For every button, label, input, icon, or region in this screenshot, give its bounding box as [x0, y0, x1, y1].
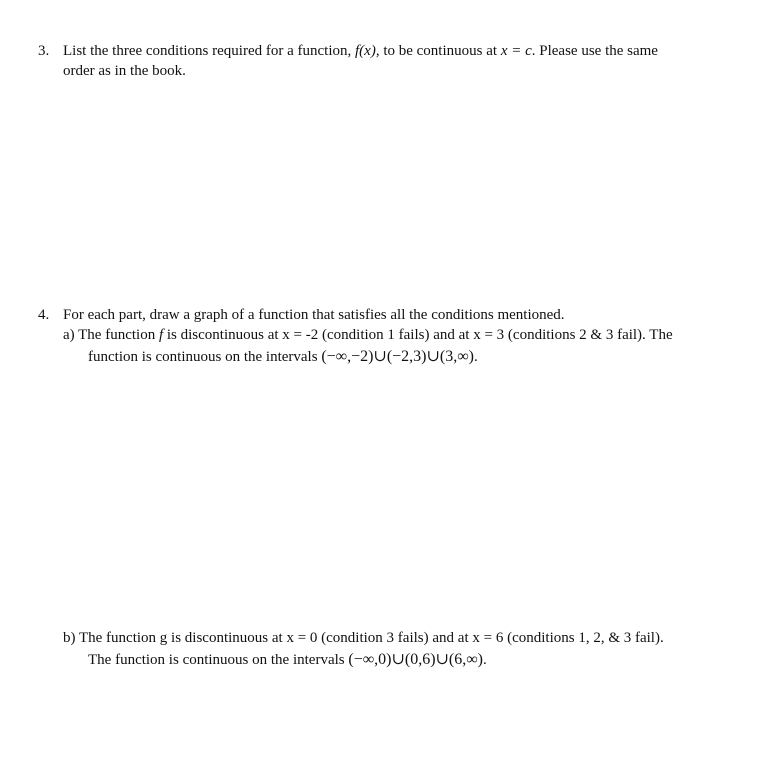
- part-b-line-2-text: The function is continuous on the intervals: [88, 652, 349, 668]
- part-a-line-1: [63, 326, 673, 344]
- part-a-line-2: [88, 348, 478, 366]
- part-b-intervals: (−∞,0)∪(0,6)∪(6,∞): [348, 651, 483, 668]
- part-a-text-b: is discontinuous at x = -2 (condition 1 fails) and at x = 3 (conditions 2 & 3 fail). The: [163, 327, 673, 343]
- q3-fx: f(x): [355, 43, 376, 59]
- question-4-number: 4.: [38, 307, 50, 323]
- q3-text-b: , to be continuous at: [375, 43, 501, 59]
- part-a-text-a: a) The function: [63, 327, 159, 343]
- part-a-f: f: [158, 327, 164, 343]
- part-a-line-2-text: function is continuous on the intervals: [88, 349, 322, 365]
- part-a-period: .: [473, 349, 478, 365]
- q3-x-eq-c: x = c: [500, 43, 532, 59]
- question-3-number: 3.: [38, 43, 50, 59]
- part-b-line-2: [88, 651, 487, 669]
- q3-text-c: . Please use the same: [531, 43, 658, 59]
- part-b-line-1: b) The function g is discontinuous at x = 0 (condition 3 fails) and at x = 6 (conditions 1, 2, & 3 fail).: [63, 630, 664, 646]
- part-a-intervals: (−∞,−2)∪(−2,3)∪(3,∞): [321, 348, 474, 365]
- question-3-line-1: [63, 42, 658, 60]
- question-4-intro: For each part, draw a graph of a function that satisfies all the conditions mentioned.: [63, 307, 565, 323]
- part-b-period: .: [483, 652, 487, 668]
- question-3-line-2: order as in the book.: [63, 63, 186, 79]
- q3-text-a: List the three conditions required for a function,: [63, 43, 355, 59]
